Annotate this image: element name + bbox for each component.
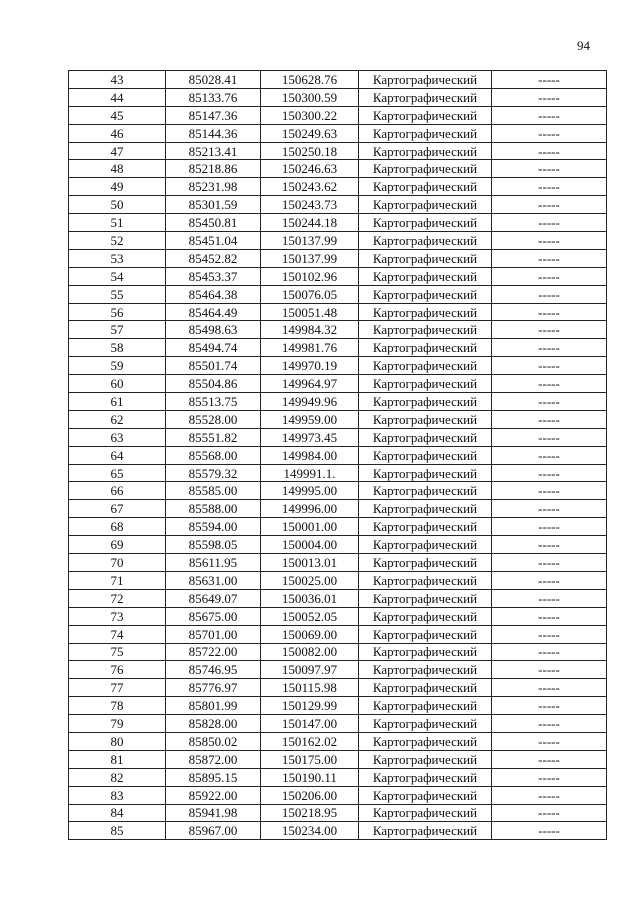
accuracy-cell: ----- bbox=[492, 285, 607, 303]
method-cell: Картографический bbox=[359, 142, 492, 160]
y-coordinate-cell: 150025.00 bbox=[261, 571, 359, 589]
table-row bbox=[69, 214, 607, 232]
point-number-cell: 84 bbox=[69, 804, 166, 822]
accuracy-cell: ----- bbox=[492, 518, 607, 536]
accuracy-cell: ----- bbox=[492, 661, 607, 679]
x-coordinate-cell: 85828.00 bbox=[166, 715, 261, 733]
method-cell: Картографический bbox=[359, 357, 492, 375]
point-number-cell: 60 bbox=[69, 375, 166, 393]
method-cell: Картографический bbox=[359, 715, 492, 733]
method-cell: Картографический bbox=[359, 214, 492, 232]
accuracy-cell: ----- bbox=[492, 536, 607, 554]
y-coordinate-cell: 150082.00 bbox=[261, 643, 359, 661]
table-row bbox=[69, 697, 607, 715]
accuracy-cell: ----- bbox=[492, 88, 607, 106]
coordinates-table-body bbox=[69, 71, 607, 840]
x-coordinate-cell: 85967.00 bbox=[166, 822, 261, 840]
accuracy-cell: ----- bbox=[492, 732, 607, 750]
accuracy-cell: ----- bbox=[492, 267, 607, 285]
accuracy-cell: ----- bbox=[492, 232, 607, 250]
table-row bbox=[69, 464, 607, 482]
point-number-cell: 79 bbox=[69, 715, 166, 733]
y-coordinate-cell: 149949.96 bbox=[261, 393, 359, 411]
accuracy-cell: ----- bbox=[492, 106, 607, 124]
table-row bbox=[69, 786, 607, 804]
point-number-cell: 80 bbox=[69, 732, 166, 750]
y-coordinate-cell: 149964.97 bbox=[261, 375, 359, 393]
x-coordinate-cell: 85941.98 bbox=[166, 804, 261, 822]
x-coordinate-cell: 85895.15 bbox=[166, 768, 261, 786]
table-row bbox=[69, 822, 607, 840]
point-number-cell: 85 bbox=[69, 822, 166, 840]
y-coordinate-cell: 150243.73 bbox=[261, 196, 359, 214]
y-coordinate-cell: 150137.99 bbox=[261, 232, 359, 250]
x-coordinate-cell: 85450.81 bbox=[166, 214, 261, 232]
table-row bbox=[69, 339, 607, 357]
method-cell: Картографический bbox=[359, 124, 492, 142]
method-cell: Картографический bbox=[359, 106, 492, 124]
method-cell: Картографический bbox=[359, 500, 492, 518]
method-cell: Картографический bbox=[359, 518, 492, 536]
table-row bbox=[69, 536, 607, 554]
y-coordinate-cell: 150250.18 bbox=[261, 142, 359, 160]
table-row bbox=[69, 71, 607, 89]
accuracy-cell: ----- bbox=[492, 357, 607, 375]
point-number-cell: 65 bbox=[69, 464, 166, 482]
method-cell: Картографический bbox=[359, 267, 492, 285]
x-coordinate-cell: 85649.07 bbox=[166, 589, 261, 607]
y-coordinate-cell: 150069.00 bbox=[261, 625, 359, 643]
accuracy-cell: ----- bbox=[492, 571, 607, 589]
accuracy-cell: ----- bbox=[492, 554, 607, 572]
y-coordinate-cell: 150147.00 bbox=[261, 715, 359, 733]
method-cell: Картографический bbox=[359, 571, 492, 589]
method-cell: Картографический bbox=[359, 554, 492, 572]
x-coordinate-cell: 85776.97 bbox=[166, 679, 261, 697]
y-coordinate-cell: 149959.00 bbox=[261, 410, 359, 428]
table-row bbox=[69, 124, 607, 142]
y-coordinate-cell: 150076.05 bbox=[261, 285, 359, 303]
method-cell: Картографический bbox=[359, 661, 492, 679]
table-row bbox=[69, 500, 607, 518]
table-row bbox=[69, 249, 607, 267]
x-coordinate-cell: 85144.36 bbox=[166, 124, 261, 142]
method-cell: Картографический bbox=[359, 804, 492, 822]
table-row bbox=[69, 88, 607, 106]
table-row bbox=[69, 285, 607, 303]
accuracy-cell: ----- bbox=[492, 822, 607, 840]
method-cell: Картографический bbox=[359, 196, 492, 214]
accuracy-cell: ----- bbox=[492, 804, 607, 822]
point-number-cell: 57 bbox=[69, 321, 166, 339]
x-coordinate-cell: 85722.00 bbox=[166, 643, 261, 661]
point-number-cell: 52 bbox=[69, 232, 166, 250]
x-coordinate-cell: 85922.00 bbox=[166, 786, 261, 804]
method-cell: Картографический bbox=[359, 625, 492, 643]
table-row bbox=[69, 482, 607, 500]
method-cell: Картографический bbox=[359, 768, 492, 786]
accuracy-cell: ----- bbox=[492, 339, 607, 357]
method-cell: Картографический bbox=[359, 232, 492, 250]
table-row bbox=[69, 518, 607, 536]
accuracy-cell: ----- bbox=[492, 124, 607, 142]
accuracy-cell: ----- bbox=[492, 643, 607, 661]
y-coordinate-cell: 150244.18 bbox=[261, 214, 359, 232]
accuracy-cell: ----- bbox=[492, 160, 607, 178]
table-row bbox=[69, 589, 607, 607]
point-number-cell: 76 bbox=[69, 661, 166, 679]
accuracy-cell: ----- bbox=[492, 786, 607, 804]
point-number-cell: 48 bbox=[69, 160, 166, 178]
point-number-cell: 44 bbox=[69, 88, 166, 106]
point-number-cell: 50 bbox=[69, 196, 166, 214]
y-coordinate-cell: 149984.00 bbox=[261, 446, 359, 464]
method-cell: Картографический bbox=[359, 822, 492, 840]
x-coordinate-cell: 85585.00 bbox=[166, 482, 261, 500]
y-coordinate-cell: 150190.11 bbox=[261, 768, 359, 786]
y-coordinate-cell: 149973.45 bbox=[261, 428, 359, 446]
x-coordinate-cell: 85504.86 bbox=[166, 375, 261, 393]
table-row bbox=[69, 393, 607, 411]
x-coordinate-cell: 85218.86 bbox=[166, 160, 261, 178]
point-number-cell: 82 bbox=[69, 768, 166, 786]
x-coordinate-cell: 85598.05 bbox=[166, 536, 261, 554]
accuracy-cell: ----- bbox=[492, 393, 607, 411]
method-cell: Картографический bbox=[359, 446, 492, 464]
accuracy-cell: ----- bbox=[492, 589, 607, 607]
accuracy-cell: ----- bbox=[492, 607, 607, 625]
method-cell: Картографический bbox=[359, 643, 492, 661]
table-row bbox=[69, 410, 607, 428]
y-coordinate-cell: 150137.99 bbox=[261, 249, 359, 267]
accuracy-cell: ----- bbox=[492, 768, 607, 786]
y-coordinate-cell: 150300.22 bbox=[261, 106, 359, 124]
table-row bbox=[69, 375, 607, 393]
x-coordinate-cell: 85464.38 bbox=[166, 285, 261, 303]
y-coordinate-cell: 150243.62 bbox=[261, 178, 359, 196]
point-number-cell: 55 bbox=[69, 285, 166, 303]
x-coordinate-cell: 85133.76 bbox=[166, 88, 261, 106]
y-coordinate-cell: 150102.96 bbox=[261, 267, 359, 285]
x-coordinate-cell: 85453.37 bbox=[166, 267, 261, 285]
point-number-cell: 63 bbox=[69, 428, 166, 446]
accuracy-cell: ----- bbox=[492, 142, 607, 160]
x-coordinate-cell: 85501.74 bbox=[166, 357, 261, 375]
method-cell: Картографический bbox=[359, 732, 492, 750]
y-coordinate-cell: 149970.19 bbox=[261, 357, 359, 375]
accuracy-cell: ----- bbox=[492, 625, 607, 643]
method-cell: Картографический bbox=[359, 339, 492, 357]
point-number-cell: 68 bbox=[69, 518, 166, 536]
method-cell: Картографический bbox=[359, 249, 492, 267]
table-row bbox=[69, 142, 607, 160]
method-cell: Картографический bbox=[359, 393, 492, 411]
method-cell: Картографический bbox=[359, 160, 492, 178]
x-coordinate-cell: 85588.00 bbox=[166, 500, 261, 518]
x-coordinate-cell: 85028.41 bbox=[166, 71, 261, 89]
table-row bbox=[69, 732, 607, 750]
accuracy-cell: ----- bbox=[492, 249, 607, 267]
x-coordinate-cell: 85850.02 bbox=[166, 732, 261, 750]
x-coordinate-cell: 85231.98 bbox=[166, 178, 261, 196]
table-row bbox=[69, 571, 607, 589]
accuracy-cell: ----- bbox=[492, 71, 607, 89]
y-coordinate-cell: 150001.00 bbox=[261, 518, 359, 536]
point-number-cell: 56 bbox=[69, 303, 166, 321]
accuracy-cell: ----- bbox=[492, 750, 607, 768]
y-coordinate-cell: 149981.76 bbox=[261, 339, 359, 357]
table-row bbox=[69, 625, 607, 643]
y-coordinate-cell: 149996.00 bbox=[261, 500, 359, 518]
accuracy-cell: ----- bbox=[492, 321, 607, 339]
y-coordinate-cell: 150300.59 bbox=[261, 88, 359, 106]
x-coordinate-cell: 85498.63 bbox=[166, 321, 261, 339]
method-cell: Картографический bbox=[359, 697, 492, 715]
x-coordinate-cell: 85872.00 bbox=[166, 750, 261, 768]
method-cell: Картографический bbox=[359, 607, 492, 625]
y-coordinate-cell: 150218.95 bbox=[261, 804, 359, 822]
point-number-cell: 58 bbox=[69, 339, 166, 357]
accuracy-cell: ----- bbox=[492, 482, 607, 500]
table-row bbox=[69, 303, 607, 321]
y-coordinate-cell: 150097.97 bbox=[261, 661, 359, 679]
point-number-cell: 49 bbox=[69, 178, 166, 196]
x-coordinate-cell: 85579.32 bbox=[166, 464, 261, 482]
table-row bbox=[69, 715, 607, 733]
method-cell: Картографический bbox=[359, 750, 492, 768]
method-cell: Картографический bbox=[359, 178, 492, 196]
point-number-cell: 46 bbox=[69, 124, 166, 142]
point-number-cell: 75 bbox=[69, 643, 166, 661]
point-number-cell: 62 bbox=[69, 410, 166, 428]
x-coordinate-cell: 85494.74 bbox=[166, 339, 261, 357]
method-cell: Картографический bbox=[359, 536, 492, 554]
method-cell: Картографический bbox=[359, 321, 492, 339]
method-cell: Картографический bbox=[359, 786, 492, 804]
y-coordinate-cell: 149991.1. bbox=[261, 464, 359, 482]
point-number-cell: 64 bbox=[69, 446, 166, 464]
y-coordinate-cell: 150115.98 bbox=[261, 679, 359, 697]
table-row bbox=[69, 178, 607, 196]
point-number-cell: 77 bbox=[69, 679, 166, 697]
point-number-cell: 78 bbox=[69, 697, 166, 715]
y-coordinate-cell: 150234.00 bbox=[261, 822, 359, 840]
x-coordinate-cell: 85528.00 bbox=[166, 410, 261, 428]
point-number-cell: 43 bbox=[69, 71, 166, 89]
table-row bbox=[69, 661, 607, 679]
accuracy-cell: ----- bbox=[492, 715, 607, 733]
point-number-cell: 66 bbox=[69, 482, 166, 500]
table-row bbox=[69, 750, 607, 768]
table-row bbox=[69, 160, 607, 178]
x-coordinate-cell: 85701.00 bbox=[166, 625, 261, 643]
point-number-cell: 59 bbox=[69, 357, 166, 375]
table-row bbox=[69, 428, 607, 446]
point-number-cell: 81 bbox=[69, 750, 166, 768]
table-row bbox=[69, 357, 607, 375]
point-number-cell: 83 bbox=[69, 786, 166, 804]
x-coordinate-cell: 85452.82 bbox=[166, 249, 261, 267]
table-row bbox=[69, 232, 607, 250]
method-cell: Картографический bbox=[359, 285, 492, 303]
y-coordinate-cell: 150036.01 bbox=[261, 589, 359, 607]
table-row bbox=[69, 607, 607, 625]
accuracy-cell: ----- bbox=[492, 375, 607, 393]
y-coordinate-cell: 150206.00 bbox=[261, 786, 359, 804]
point-number-cell: 51 bbox=[69, 214, 166, 232]
method-cell: Картографический bbox=[359, 589, 492, 607]
table-row bbox=[69, 679, 607, 697]
point-number-cell: 54 bbox=[69, 267, 166, 285]
x-coordinate-cell: 85301.59 bbox=[166, 196, 261, 214]
x-coordinate-cell: 85551.82 bbox=[166, 428, 261, 446]
x-coordinate-cell: 85451.04 bbox=[166, 232, 261, 250]
method-cell: Картографический bbox=[359, 71, 492, 89]
point-number-cell: 73 bbox=[69, 607, 166, 625]
y-coordinate-cell: 150628.76 bbox=[261, 71, 359, 89]
y-coordinate-cell: 150129.99 bbox=[261, 697, 359, 715]
table-row bbox=[69, 321, 607, 339]
point-number-cell: 67 bbox=[69, 500, 166, 518]
point-number-cell: 61 bbox=[69, 393, 166, 411]
y-coordinate-cell: 150013.01 bbox=[261, 554, 359, 572]
y-coordinate-cell: 150175.00 bbox=[261, 750, 359, 768]
accuracy-cell: ----- bbox=[492, 214, 607, 232]
accuracy-cell: ----- bbox=[492, 410, 607, 428]
table-row bbox=[69, 768, 607, 786]
table-row bbox=[69, 106, 607, 124]
y-coordinate-cell: 150052.05 bbox=[261, 607, 359, 625]
table-row bbox=[69, 196, 607, 214]
accuracy-cell: ----- bbox=[492, 679, 607, 697]
x-coordinate-cell: 85675.00 bbox=[166, 607, 261, 625]
x-coordinate-cell: 85594.00 bbox=[166, 518, 261, 536]
method-cell: Картографический bbox=[359, 375, 492, 393]
method-cell: Картографический bbox=[359, 428, 492, 446]
accuracy-cell: ----- bbox=[492, 500, 607, 518]
coordinates-table bbox=[68, 70, 607, 840]
point-number-cell: 72 bbox=[69, 589, 166, 607]
y-coordinate-cell: 149995.00 bbox=[261, 482, 359, 500]
table-row bbox=[69, 267, 607, 285]
method-cell: Картографический bbox=[359, 410, 492, 428]
y-coordinate-cell: 149984.32 bbox=[261, 321, 359, 339]
point-number-cell: 71 bbox=[69, 571, 166, 589]
accuracy-cell: ----- bbox=[492, 428, 607, 446]
x-coordinate-cell: 85147.36 bbox=[166, 106, 261, 124]
method-cell: Картографический bbox=[359, 464, 492, 482]
method-cell: Картографический bbox=[359, 88, 492, 106]
accuracy-cell: ----- bbox=[492, 196, 607, 214]
accuracy-cell: ----- bbox=[492, 178, 607, 196]
y-coordinate-cell: 150162.02 bbox=[261, 732, 359, 750]
method-cell: Картографический bbox=[359, 303, 492, 321]
point-number-cell: 45 bbox=[69, 106, 166, 124]
accuracy-cell: ----- bbox=[492, 446, 607, 464]
x-coordinate-cell: 85213.41 bbox=[166, 142, 261, 160]
y-coordinate-cell: 150246.63 bbox=[261, 160, 359, 178]
point-number-cell: 53 bbox=[69, 249, 166, 267]
x-coordinate-cell: 85631.00 bbox=[166, 571, 261, 589]
page-number: 94 bbox=[577, 38, 590, 53]
x-coordinate-cell: 85464.49 bbox=[166, 303, 261, 321]
point-number-cell: 69 bbox=[69, 536, 166, 554]
y-coordinate-cell: 150004.00 bbox=[261, 536, 359, 554]
y-coordinate-cell: 150249.63 bbox=[261, 124, 359, 142]
table-row bbox=[69, 554, 607, 572]
x-coordinate-cell: 85746.95 bbox=[166, 661, 261, 679]
accuracy-cell: ----- bbox=[492, 464, 607, 482]
x-coordinate-cell: 85513.75 bbox=[166, 393, 261, 411]
point-number-cell: 74 bbox=[69, 625, 166, 643]
x-coordinate-cell: 85568.00 bbox=[166, 446, 261, 464]
table-row bbox=[69, 804, 607, 822]
point-number-cell: 70 bbox=[69, 554, 166, 572]
x-coordinate-cell: 85801.99 bbox=[166, 697, 261, 715]
y-coordinate-cell: 150051.48 bbox=[261, 303, 359, 321]
accuracy-cell: ----- bbox=[492, 697, 607, 715]
x-coordinate-cell: 85611.95 bbox=[166, 554, 261, 572]
table-row bbox=[69, 643, 607, 661]
method-cell: Картографический bbox=[359, 679, 492, 697]
table-row bbox=[69, 446, 607, 464]
method-cell: Картографический bbox=[359, 482, 492, 500]
point-number-cell: 47 bbox=[69, 142, 166, 160]
accuracy-cell: ----- bbox=[492, 303, 607, 321]
